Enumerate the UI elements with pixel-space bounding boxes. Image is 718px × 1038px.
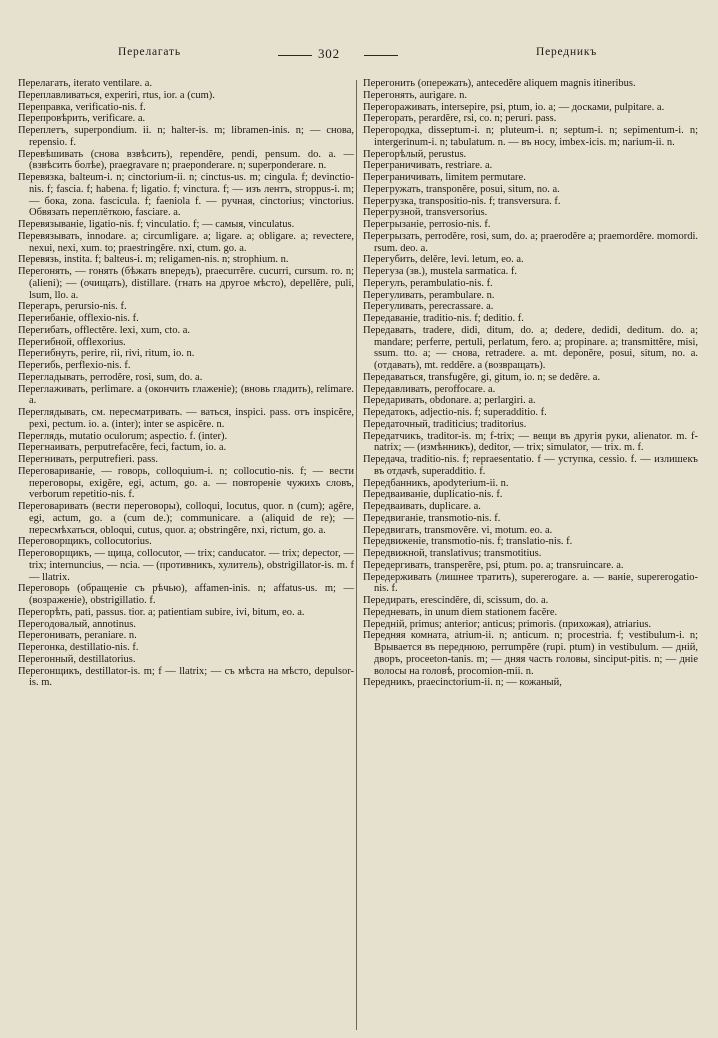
dictionary-entry: Перевязка, balteum-i. n; cinctorium-ii. n; cinctus-us. m; cingula. f; devinctio-nis. f; fascia. f; habena. f; ligatio. f; vinctura. f; — изъ лентъ, stroppus-i. m; — бока, zona. fascicula. f; faeniola f. — ручная, cinctorius; vinctorius. Обвязать переплёткою, fasciare. a. — [18, 172, 354, 219]
dictionary-entry: Передняя комната, atrium-ii. n; anticum. n; procestria. f; vestibulum-i. n; Врывается въ переднюю, perrumpĕre (rupi. ptum) in vestibulum. — дній, дворъ, proceeton-tanis. m; — дняя часть головы, sinciput-pitis. n; — дніе волосы на головѣ, procomion-mii. n. — [363, 630, 698, 677]
dictionary-entry: Перегонный, destillatorius. — [18, 653, 136, 665]
dictionary-entry: Перегаръ, perursio-nis. f. — [18, 301, 127, 313]
dictionary-entry: Перегуливать, perecrassare. a. — [363, 301, 494, 313]
dictionary-entry: Переговорщикъ, — щица, collocutor, — trix; canducator. — trix; depector, — trix; internuncius, — ncia. — (противникъ, хулитель), obstrigillator-is. m. f — llatrix. — [18, 548, 354, 583]
dictionary-entry: Передирать, erescindĕre, di, scissum, do. a. — [363, 595, 549, 606]
dictionary-entry: Перегибать, offlectĕre. lexi, xum, cto. a. — [18, 324, 190, 336]
dictionary-entry: Переговорщикъ, collocutorius. — [18, 536, 152, 548]
dictionary-entry: Перевѣшивать (снова взвѣсить), rependĕre, pendi, pensum. do. a. — (взвѣсить болѣе), praegravare n; praeponderare. n; superponderare. n. — [18, 148, 354, 172]
dictionary-entry: Переправка, verificatio-nis. f. — [18, 101, 146, 113]
dictionary-entry: Перегораживать, intersepire, psi, ptum, io. a; — досками, pulpitare. a. — [363, 101, 665, 113]
dictionary-entry: Передаточный, traditicius; traditorius. — [363, 418, 527, 430]
dictionary-entry: Перегрузной, transversorius. — [363, 207, 488, 219]
dictionary-entry: Перегрызаніе, perrosio-nis. f. — [363, 219, 491, 230]
dictionary-entry: Передвижной, translativus; transmotitius. — [363, 548, 542, 559]
dictionary-entry: Переговариваніе, — говорь, colloquium-i. n; collocutio-nis. f; — вести переговоры, exigĕre, egi, actum, go. a. — повтореніе чужихъ словъ, verborum repetitio-nis. f. — [18, 465, 354, 501]
dictionary-entry: Переплавливаться, experiri, rtus, ior. a (cum). — [18, 89, 215, 101]
dictionary-entry: Перегонка, destillatio-nis. f. — [18, 642, 139, 653]
dictionary-entry: Передерживать (лишнее тратить), supererogare. a. — ваніе, supererogatio-nis. f. — [363, 571, 698, 595]
dictionary-entry: Передвигать, transmovĕre. vi, motum. eo. a. — [363, 524, 553, 536]
dictionary-entry: Перегородка, disseptum-i. n; pluteum-i. n; septum-i. n; sepimentum-i. n; intergerinum-i. n; tabulatum. n. — въ носу, imbex-icis. m; narium-ii. n. — [363, 125, 698, 148]
dictionary-entry: Передній, primus; anterior; anticus; primoris. (прихожая), atriarius. — [363, 618, 652, 630]
dictionary-entry: Передаваться, transfugĕre, gi, gitum, io. n; se dedĕre. a. — [363, 371, 601, 383]
dictionary-entry: Перегибнуть, perire, rii, rivi, ritum, io. n. — [18, 348, 195, 360]
dictionary-entry: Перелагать, iterato ventilare. a. — [18, 78, 153, 89]
dictionary-entry: Передача, traditio-nis. f; repraesentatio. f — уступка, cessio. f. — излишекъ въ отдачѣ, superadditio. f. — [363, 454, 698, 477]
dictionary-entry: Передвиженіе, transmotio-nis. f; translatio-nis. f. — [363, 536, 573, 548]
dictionary-entry: Передвиганіе, transmotio-nis. f. — [363, 512, 501, 524]
dictionary-entry: Перевязываніе, ligatio-nis. f; vinculatio. f; — самыя, vinculatus. — [18, 219, 295, 230]
dictionary-entry: Перегнаивать, perputrefacĕre, feci, factum, io. a. — [18, 442, 227, 454]
dictionary-entry: Переглядь, mutatio oculorum; aspectio. f. (inter). — [18, 430, 228, 442]
dictionary-entry: Перегружать, transponĕre, posui, situm, no. a. — [363, 183, 560, 195]
dictionary-entry: Передбанникъ, apodyterium-ii. n. — [363, 477, 509, 489]
dictionary-entry: Перегулъ, perambulatio-nis. f. — [363, 277, 493, 289]
dictionary-entry: Перегрызать, perrodĕre, rosi, sum, do. a; praerodĕre a; praemordĕre. momordi. rsum. deo. a. — [363, 230, 698, 254]
left-column — [18, 78, 354, 689]
dictionary-entry: Передавливать, peroffocare. a. — [363, 383, 496, 395]
dictionary-entry: Переговорь (обращеніе съ рѣчью), affamen-inis. n; affatus-us. m; — (возраженіе), obstrigillatio. f. — [18, 583, 354, 606]
dictionary-entry: Перегубить, delĕre, levi. letum, eo. a. — [363, 254, 524, 266]
dictionary-entry: Передаривать, obdonare. a; perlargiri. a. — [363, 395, 536, 407]
dictionary-entry: Передатчикъ, traditor-is. m; f-trix; — вещи въ другія руки, alienator. m. f-natrix; — (измѣнникъ), deditor, — trix; simulator, — trix. m. f. — [363, 430, 698, 454]
header-dash-left — [278, 55, 312, 56]
running-head-left: Перелагать — [118, 46, 181, 58]
dictionary-entry: Перегодовалый, annotinus. — [18, 618, 136, 630]
dictionary-entry: Переплетъ, superpondium. ii. n; halter-is. m; libramen-inis. n; — снова, repensio. f. — [18, 125, 354, 148]
dictionary-entry: Перегонять, — гонять (бѣжать впередъ), praecurrĕre. cucurri, cursum. ro. n; (alieni); — (очищать), distillare. (гнать на другое мѣсто), depellĕre, puli, lsum, llo. a. — [18, 266, 354, 301]
dictionary-entry: Перегибной, offlexorius. — [18, 336, 126, 348]
dictionary-entry: Передавать, tradere, didi, ditum, do. a; dedere, dedidi, deditum. do. a; mandare; perferre, pertuli, perlatum, ferо. a; propinare. a; transmittĕre, misi, ssum. tto. a; — снова, retradere. a. mt. deponĕre, posui, situm, no. a. (отдавать), mt. reddĕre. a (возвращать). — [363, 324, 698, 371]
dictionary-entry: Перегорѣлый, perustus. — [363, 148, 467, 160]
dictionary-entry: Переговаривать (вести переговоры), colloqui, locutus, quor. n (cum); agĕre, egi, actum, go. a (cum de.); communicare. a (aliquid de re); — пересмѣхаться, obloqui, cutus, quor. a; obstringĕre, nxi, rictum, go. a. — [18, 501, 354, 536]
dictionary-entry: Перегонить (опережать), antecedĕre aliquem magnis itineribus. — [363, 78, 636, 89]
dictionary-entry: Переграничивать, limitem permutare. — [363, 172, 526, 183]
header-dash-right — [364, 55, 398, 56]
dictionary-entry: Перевязывать, innodare. a; circumligare. a; ligare. a; obligare. a; revectere, nexui, nexi, xum. to; praestringĕre. nxi, ctum. go. a. — [18, 230, 354, 254]
dictionary-entry: Перегорать, perardĕre, rsi, co. n; peruri. pass. — [363, 113, 557, 125]
dictionary-entry: Перегладывать, perrodĕre, rosi, sum, do. a. — [18, 371, 203, 383]
dictionary-entry: Перегрузка, transpositio-nis. f; transversura. f. — [363, 195, 561, 207]
running-head-right: Передникъ — [536, 46, 598, 58]
column-divider — [356, 80, 357, 1030]
dictionary-entry: Переглаживать, perlimare. a (окончить глаженіе); (вновь гладить), relimare. a. — [18, 383, 354, 407]
dictionary-entry: Переграничивать, restriare. a. — [363, 160, 493, 172]
page-header — [0, 46, 718, 66]
dictionary-entry: Переглядывать, см. пересматривать. — ваться, inspici. pass. отъ inspicĕre, pexi, pectum. io. a. (inter); inter se aspicĕre. n. — [18, 407, 354, 430]
dictionary-entry: Перегибаніе, offlexio-nis. f. — [18, 313, 139, 324]
dictionary-entry: Передаваніе, traditio-nis. f; deditio. f. — [363, 313, 524, 324]
dictionary-entry: Перепровѣрить, verificare. a. — [18, 113, 146, 125]
dictionary-entry: Перегибь, perflexio-nis. f. — [18, 360, 131, 371]
dictionary-entry: Передникъ, praecinctorium-ii. n; — кожаный, — [363, 677, 562, 689]
right-column — [363, 78, 698, 689]
dictionary-entry: Перегонщикъ, destillator-is. m; f — llatrix; — съ мѣста на мѣсто, depulsor-is. m. — [18, 665, 354, 689]
dictionary-entry: Передатокъ, adjectio-nis. f; superadditio. f. — [363, 407, 547, 418]
dictionary-entry: Передневать, in unum diem stationem facĕre. — [363, 606, 558, 618]
page-number: 302 — [318, 46, 340, 61]
dictionary-entry: Перегонивать, peraniare. n. — [18, 630, 137, 642]
dictionary-entry: Передваиваніе, duplicatio-nis. f. — [363, 489, 503, 501]
dictionary-entry: Перегонять, aurigare. n. — [363, 89, 468, 101]
dictionary-entry: Перегнивать, perputrefieri. pass. — [18, 454, 158, 465]
dictionary-entry: Передваивать, duplicare. a. — [363, 501, 481, 512]
dictionary-entry: Передергивать, transperĕre, psi, ptum. po. a; transruincare. a. — [363, 559, 624, 571]
dictionary-entry: Перегуза (зв.), mustela sarmatica. f. — [363, 266, 517, 277]
dictionary-entry: Перегорѣть, pati, passus. tior. a; patientiam subire, ivi, bitum, eo. a. — [18, 606, 305, 618]
dictionary-entry: Перевязь, instita. f; balteus-i. m; religamen-nis. n; strophium. n. — [18, 254, 289, 266]
dictionary-entry: Перегуливать, perambulare. n. — [363, 289, 495, 301]
